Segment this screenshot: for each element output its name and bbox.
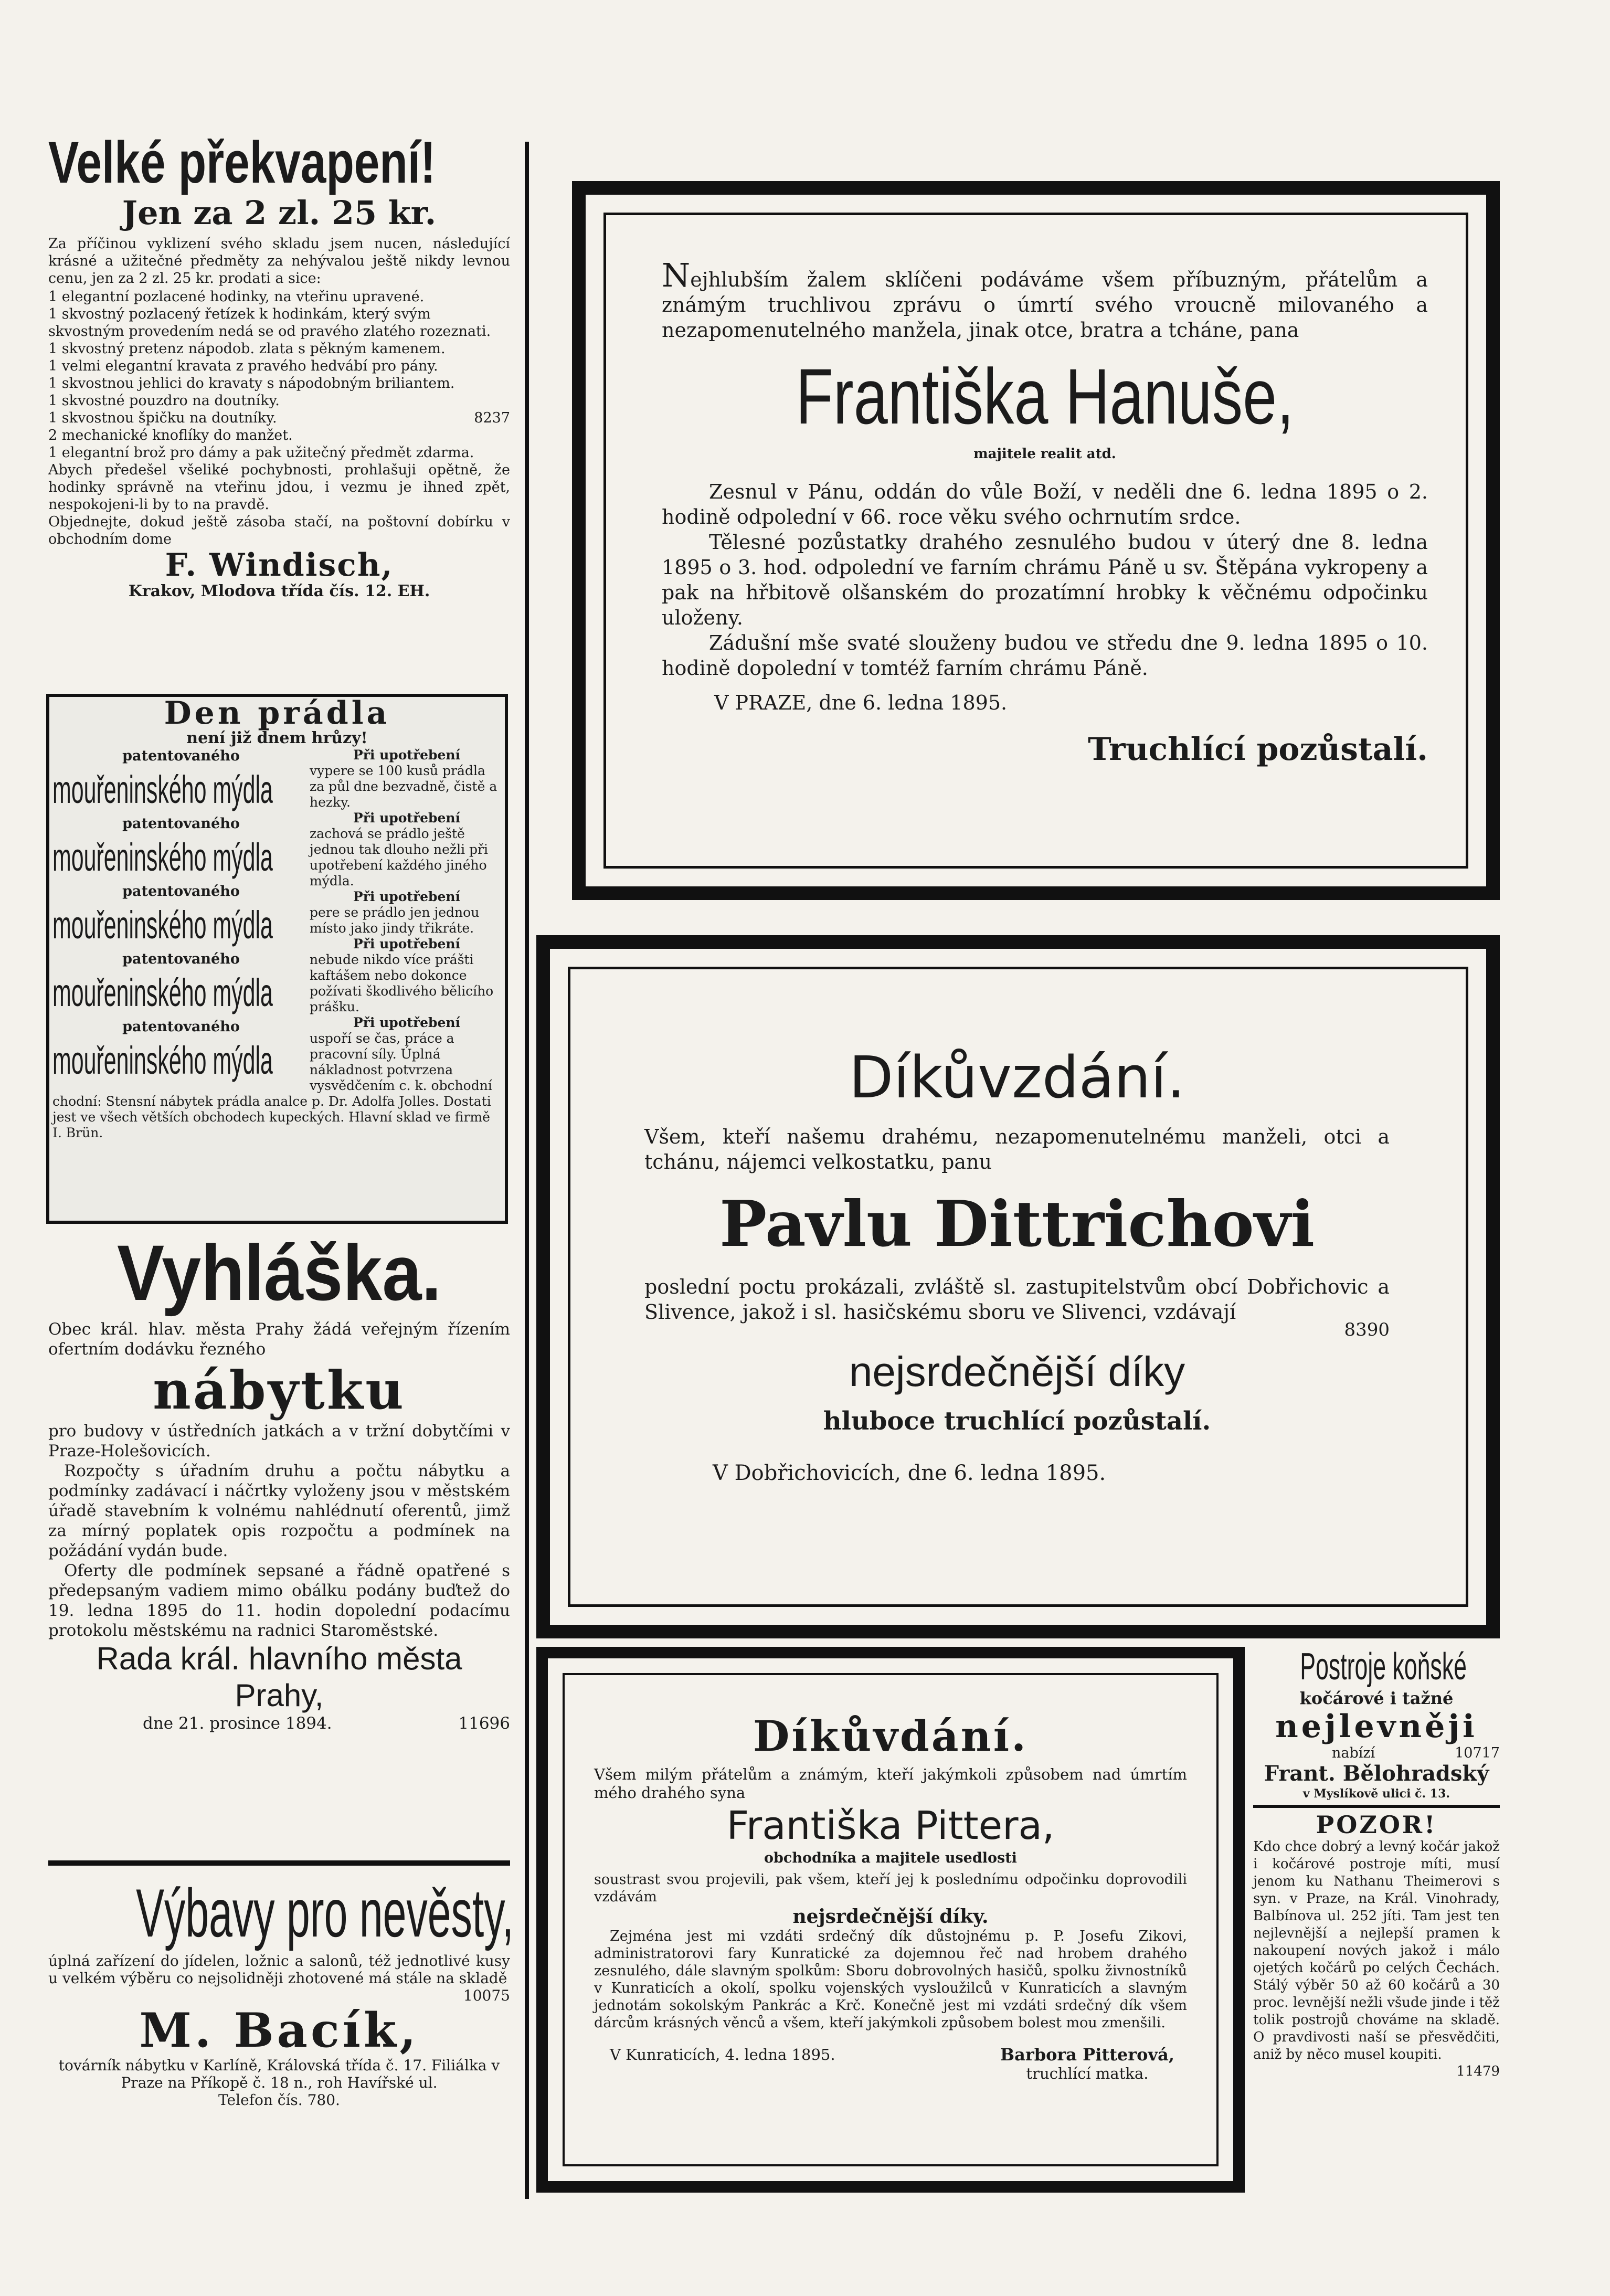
thanks2-signature-role: truchlící matka. <box>1026 2065 1149 2082</box>
thanks2-text1: Všem milým přátelům a známým, kteří jakýmkoli způsobem nad úmrtím mého drahého syna <box>594 1765 1187 1802</box>
ad1-item: 1 elegantní pozlacené hodinky, na vteřinu upravené. <box>48 289 425 305</box>
thanks1-signature: hluboce truchlící pozůstalí. <box>823 1406 1211 1436</box>
ad3-date: dne 21. prosince 1894. <box>143 1714 332 1733</box>
ad2-right: pere se prádlo jen jednou místo jako jindy třikráte. <box>310 905 480 936</box>
ad1-title: Velké překvapení! <box>48 130 436 195</box>
carriage-firm: Frant. Bělohradský <box>1264 1761 1489 1786</box>
obit-initial: N <box>662 256 691 294</box>
ad2-title: Den prádla <box>164 695 390 732</box>
ad2-product: mouřeninského mýdla <box>52 1039 273 1082</box>
ad2-product: mouřeninského mýdla <box>52 903 273 947</box>
thanks1-text1: Všem, kteří našemu drahému, nezapomenutelnému manželi, otci a tchánu, nájemci velkostatku, panu <box>644 1125 1390 1173</box>
ad1-price: Jen za 2 zl. 25 kr. <box>122 194 437 232</box>
ad2-right: Při upotřebení <box>353 747 461 763</box>
ad1-address: Krakov, Mlodova třída čís. 12. EH. <box>128 582 430 600</box>
ad-vyhlaska <box>48 1228 510 1733</box>
ad2-right: Při upotřebení <box>353 1015 461 1030</box>
ad1-intro: Za příčinou vyklizení svého skladu jsem nucen, následující krásné a užitečné předměty za nehývalou ještě nikdy levnou cenu, jen za 2 zl. 25 kr. prodati a sice: <box>48 236 510 287</box>
ad1-item: 1 velmi elegantní kravata z pravého hedvábí pro pány. <box>48 358 438 374</box>
ad2-right: nebude nikdo více prášti kaftášem nebo dokonce požívati škodlivého bělicího prášku. <box>310 952 494 1014</box>
ad2-right: Při upotřebení <box>353 936 461 951</box>
ad1-firm: F. Windisch, <box>165 547 394 584</box>
obituary-frame <box>572 181 1500 900</box>
thanks2-text3: Zejména jest mi vzdáti srdečný dík důstojnému p. P. Josefu Zikovi, administratorovi fary Kunratické za dojemnou řeč nad hrobem drahého zesnulého, dále slavným spolkům: Sboru dobrovolných hasičů, spolku živnostníků v Kunraticích a okolí, spolku vojenských vysloužilců v Kunraticích a slavným jednotám sokolským Pankrác a Krč. Konečně jest mi vzdáti srdečný dík všem dárcům krásných věnců a všem, kteří jakýmkoli způsobem bolest mou zmenšili. <box>594 1928 1187 2031</box>
ad1-item: 1 skvostnou špičku na doutníky. <box>48 410 277 426</box>
ad1-code: 8237 <box>474 410 510 426</box>
carriage-title2: kočárové i tažné <box>1299 1688 1454 1708</box>
thanks2-signature: Barbora Pitterová, <box>1000 2045 1174 2065</box>
ad1-note2: Objednejte, dokud ještě zásoba stačí, na poštovní dobírku v obchodním dome <box>48 514 510 547</box>
ad3-p3: Rozpočty s úřadním druhu a počtu nábytku a podmínky zadávací i náčrtky vyloženy jsou v městském úřadě stavebním k volnému nahlédnutí oferentů, jimž za mírný poplatek opis rozpočtu a podmínek na požádání vydán bude. <box>48 1462 510 1560</box>
ad1-item: 1 skvostnou jehlici do kravaty s nápodobným briliantem. <box>48 375 455 392</box>
obit-text4: Zádušní mše svaté slouženy budou ve středu dne 9. ledna 1895 o 10. hodině dopolední v tomtéž farním chrámu Páně. <box>662 631 1428 680</box>
ad3-sign: Rada král. hlavního města Prahy, <box>96 1641 462 1713</box>
carriage-rule <box>1253 1805 1500 1808</box>
ad-den-pradla <box>46 694 508 1224</box>
carriage-title1: Postroje koňské <box>1300 1646 1467 1688</box>
ad-postroje <box>1253 1645 1500 2079</box>
thanks1-code: 8390 <box>1344 1319 1390 1340</box>
carriage-code2: 11479 <box>1456 2064 1500 2079</box>
thanks1-title: Díkůvzdání. <box>849 1044 1185 1111</box>
ad2-right: vypere se 100 kusů prádla za půl dne bezvadně, čistě a hezky. <box>310 763 497 810</box>
carriage-address: v Myslíkově ulici č. 13. <box>1302 1787 1450 1801</box>
thanks1-name: Pavlu Dittrichovi <box>719 1187 1315 1261</box>
thanks2-thanks: nejsrdečnější díky. <box>792 1906 989 1928</box>
thanks1-text2: poslední poctu prokázali, zvláště sl. zastupitelstvům obcí Dobřichovic a Slivence, jakož i sl. hasičskému sboru ve Slivenci, vzdávají <box>644 1275 1390 1324</box>
ad4-phone: Telefon čís. 780. <box>218 2091 340 2109</box>
obit-text3: Tělesné pozůstatky drahého zesnulého budou v úterý dne 8. ledna 1895 o 3. hod. odpolední ve farním chrámu Páně u sv. Štěpána vykropeny a pak na hřbitově olšanském do prozatímní hrobky k věčnému odpočinku uloženy. <box>662 531 1428 629</box>
ad2-subtitle: není již dnem hrůzy! <box>186 729 368 747</box>
thanks2-frame <box>536 1647 1245 2193</box>
ad3-title: Vyhláška. <box>117 1229 441 1317</box>
ad-velke-prekvapeni <box>48 131 510 600</box>
ad2-right: Při upotřebení <box>353 810 461 826</box>
ad2-footer: chodní: Stensní nábytek prádla analce p. Dr. Adolfa Jolles. Dostati jest ve všech větších obchodech kupeckých. Hlavní sklad ve firmě I. Brün. <box>52 1094 491 1140</box>
divider-rule <box>48 1860 510 1866</box>
ad1-item: 1 skvostný pozlacený řetízek k hodinkám, který svým skvostným provedením nedá se od pravého zlatého rozeznati. <box>48 306 491 340</box>
thanks2-place-date: V Kunraticích, 4. ledna 1895. <box>610 2046 835 2064</box>
ad2-label: patentovaného <box>122 951 240 967</box>
ad1-item: 2 mechanické knoflíky do manžet. <box>48 427 293 443</box>
ad2-right: zachová se prádlo ještě jednou tak dlouho nežli při upotřebení každého jiného mýdla. <box>310 826 489 888</box>
obit-text2: Zesnul v Pánu, oddán do vůle Boží, v neděli dne 6. ledna 1895 o 2. hodině odpolední v 66. roce věku svého ochrnutím srdce. <box>662 480 1428 528</box>
ad4-p1: úplná zařízení do jídelen, ložnic a salonů, též jednotlivé kusy u velkém výběru co nejsolidněji zhotovené má stále na skladě <box>48 1952 510 1987</box>
ad2-label: patentovaného <box>122 1019 240 1035</box>
thanks1-thanks: nejsrdečnější díky <box>849 1348 1185 1395</box>
ad3-p2: pro budovy v ústředních jatkách a v tržní dobytčími v Praze-Holešovicích. <box>48 1422 510 1461</box>
column-rule <box>525 142 529 2199</box>
carriage-pozor: POZOR! <box>1316 1811 1437 1839</box>
thanks2-title: Díkůvdání. <box>753 1711 1029 1761</box>
ad1-item: 1 skvostné pouzdro na doutníky. <box>48 393 280 409</box>
carriage-title3: nejlevněji <box>1275 1708 1478 1745</box>
ad2-label: patentovaného <box>122 883 240 900</box>
ad2-product: mouřeninského mýdla <box>52 768 273 811</box>
ad2-right: uspoří se čas, práce a pracovní síly. Úplná nákladnost potvrzena vysvědčením c. k. obchodní <box>310 1031 492 1093</box>
ad4-p2: továrník nábytku v Karlíně, Královská třída č. 17. Filiálka v Praze na Příkopě č. 18 n., roh Havířské ul. <box>58 2057 500 2091</box>
carriage-code: 10717 <box>1455 1745 1500 1761</box>
ad1-note1: Abych předešel všeliké pochybnosti, prohlašuji opětně, že hodinky správně na vteřinu jdou, i vezmu je ihned zpět, nespokojeni-li by to na pravdě. <box>48 462 510 513</box>
ad1-items <box>48 288 510 461</box>
thanks1-place-date: V Dobřichovicích, dne 6. ledna 1895. <box>713 1461 1106 1485</box>
ad4-firm: M. Bacík, <box>139 2003 419 2058</box>
thanks1-frame <box>536 935 1500 1638</box>
ad1-item: 1 skvostný pretenz nápodob. zlata s pěkným kamenem. <box>48 341 446 357</box>
thanks2-text2: soustrast svou projevili, pak všem, kteří jej k poslednímu odpočinku doprovodili vzdávám <box>594 1871 1187 1905</box>
ad3-p1: Obec král. hlav. města Prahy žádá veřejným řízením ofertním dodávku řezného <box>48 1320 510 1359</box>
thanks2-name: Františka Pittera, <box>726 1803 1055 1848</box>
carriage-line1: nabízí <box>1332 1745 1375 1761</box>
thanks2-occupation: obchodníka a majitele usedlosti <box>764 1850 1017 1866</box>
obit-occupation: majitele realit atd. <box>973 446 1116 462</box>
ad2-label: patentovaného <box>122 816 240 832</box>
obit-name: Františka Hanuše, <box>796 352 1294 440</box>
obit-signature: Truchlící pozůstalí. <box>1088 731 1428 768</box>
ad4-code: 10075 <box>463 1987 510 2004</box>
ad2-label: patentovaného <box>122 748 240 764</box>
ad3-code: 11696 <box>458 1714 510 1733</box>
carriage-text: Kdo chce dobrý a levný kočár jakož i kočárové postroje míti, musí jenom ku Nathanu Theimerovi s syn. v Praze, na Král. Vinohrady, Balbínova ul. 252 jíti. Tam jest ten nejlevnější a nejlepší pramen k nakoupení nových jakož i málo ojetých kočárů po celých Čechách. Stálý výběr 50 až 60 kočárů a 30 proc. levnější nežli všude jinde i těž tolik postrojů chováme na skladě. O pravdivosti naší se přesvědčiti, aniž by něco musel koupiti. <box>1253 1839 1500 2062</box>
ad2-product: mouřeninského mýdla <box>52 835 273 879</box>
ad2-product: mouřeninského mýdla <box>52 971 273 1014</box>
ad3-goods: nábytku <box>153 1359 406 1421</box>
obit-place-date: V PRAZE, dne 6. ledna 1895. <box>714 691 1008 714</box>
ad1-item: 1 elegantní brož pro dámy a pak užitečný předmět zdarma. <box>48 445 474 461</box>
obit-text1: ejhlubším žalem sklíčeni podáváme všem příbuzným, přátelům a známým truchlivou zprávu o úmrtí svého vroucně milovaného a nezapomenutelného manžela, jinak otce, bratra a tcháne, pana <box>662 268 1428 342</box>
ad-vybavy <box>48 1874 514 2109</box>
ad3-p4: Oferty dle podmínek sepsané a řádně opatřené s předepsaným vadiem mimo obálku podány buďtež do 19. ledna 1895 do 11. hodin dopolední podacímu protokolu městskému na radnici Staroměstské. <box>48 1561 510 1640</box>
ad2-right: Při upotřebení <box>353 889 461 904</box>
ad4-title: Výbavy pro nevěsty, <box>136 1875 514 1951</box>
